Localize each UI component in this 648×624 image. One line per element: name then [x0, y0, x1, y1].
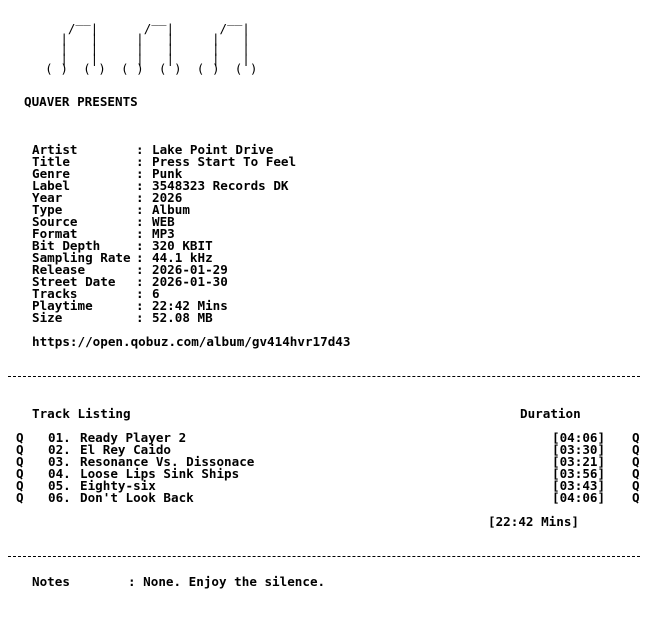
- info-separator: :: [136, 250, 144, 265]
- ascii-logo: __ __ __ / | / | / | | | | | | | | | | | | | | | | | | | ( ) ( ) ( ) ( ) ( ) ( ): [45, 11, 258, 76]
- release-info: [32, 144, 296, 324]
- track-marker-left: Q: [16, 490, 24, 505]
- track-marker-left: Q: [16, 430, 24, 445]
- track-title: Ready Player 2: [80, 430, 187, 445]
- track-number: 01.: [48, 430, 71, 445]
- track-marker-left: Q: [16, 478, 24, 493]
- total-playtime: [22:42 Mins]: [488, 514, 579, 529]
- track-marker-right: Q: [632, 454, 640, 469]
- info-label: Source: [32, 214, 78, 229]
- track-marker-right: Q: [632, 490, 640, 505]
- info-separator: :: [136, 286, 144, 301]
- track-number: 05.: [48, 478, 71, 493]
- track-title: Don't Look Back: [80, 490, 194, 505]
- track-marker-left: Q: [16, 454, 24, 469]
- info-value: Album: [152, 202, 190, 217]
- track-number: 04.: [48, 466, 71, 481]
- track-duration: [04:06]: [552, 490, 606, 505]
- track-duration: [03:56]: [552, 466, 606, 481]
- info-value: WEB: [152, 214, 175, 229]
- info-label: Genre: [32, 166, 70, 181]
- info-separator: :: [136, 226, 144, 241]
- track-marker-right: Q: [632, 430, 640, 445]
- info-value: Lake Point Drive: [152, 142, 274, 157]
- track-number: 02.: [48, 442, 71, 457]
- notes-row: [32, 576, 325, 588]
- info-label: Format: [32, 226, 78, 241]
- track-title: Loose Lips Sink Ships: [80, 466, 240, 481]
- track-number: 06.: [48, 490, 71, 505]
- track-marker-left: Q: [16, 442, 24, 457]
- info-separator: :: [136, 298, 144, 313]
- info-value: MP3: [152, 226, 175, 241]
- info-separator: :: [136, 202, 144, 217]
- info-label: Sampling Rate: [32, 250, 131, 265]
- info-label: Bit Depth: [32, 238, 101, 253]
- info-value: 2026-01-30: [152, 274, 228, 289]
- info-value: 2026-01-29: [152, 262, 228, 277]
- info-label: Tracks: [32, 286, 78, 301]
- notes-label: Notes: [32, 574, 70, 589]
- info-value: Punk: [152, 166, 183, 181]
- track-duration: [03:30]: [552, 442, 606, 457]
- divider-bottom: [8, 556, 640, 557]
- track-listing-heading: Track Listing: [32, 406, 131, 421]
- info-label: Street Date: [32, 274, 116, 289]
- info-label: Size: [32, 310, 63, 325]
- info-row: [32, 312, 296, 324]
- track-duration: [03:43]: [552, 478, 606, 493]
- presents-heading: QUAVER PRESENTS: [24, 94, 138, 109]
- info-label: Year: [32, 190, 63, 205]
- info-value: 320 KBIT: [152, 238, 213, 253]
- info-value: 2026: [152, 190, 183, 205]
- track-marker-right: Q: [632, 442, 640, 457]
- track-marker-right: Q: [632, 466, 640, 481]
- info-separator: :: [136, 274, 144, 289]
- info-separator: :: [136, 178, 144, 193]
- info-label: Label: [32, 178, 70, 193]
- info-separator: :: [136, 166, 144, 181]
- info-label: Title: [32, 154, 70, 169]
- info-separator: :: [136, 214, 144, 229]
- info-value: Press Start To Feel: [152, 154, 297, 169]
- info-separator: :: [136, 190, 144, 205]
- info-label: Release: [32, 262, 86, 277]
- info-value: 44.1 kHz: [152, 250, 213, 265]
- info-value: 6: [152, 286, 160, 301]
- info-label: Artist: [32, 142, 78, 157]
- info-separator: :: [136, 238, 144, 253]
- info-value: 3548323 Records DK: [152, 178, 289, 193]
- info-value: 52.08 MB: [152, 310, 213, 325]
- info-separator: :: [136, 142, 144, 157]
- track-title: El Rey Caido: [80, 442, 171, 457]
- track-duration: [04:06]: [552, 430, 606, 445]
- track-marker-left: Q: [16, 466, 24, 481]
- info-separator: :: [136, 154, 144, 169]
- track-number: 03.: [48, 454, 71, 469]
- info-separator: :: [136, 310, 144, 325]
- duration-heading: Duration: [520, 406, 581, 421]
- info-value: 22:42 Mins: [152, 298, 228, 313]
- track-title: Eighty-six: [80, 478, 156, 493]
- info-label: Playtime: [32, 298, 93, 313]
- info-separator: :: [136, 262, 144, 277]
- track-duration: [03:21]: [552, 454, 606, 469]
- track-title: Resonance Vs. Dissonace: [80, 454, 255, 469]
- album-url: https://open.qobuz.com/album/gv414hvr17d43: [32, 334, 351, 349]
- track-marker-right: Q: [632, 478, 640, 493]
- track-row: [0, 492, 648, 504]
- info-label: Type: [32, 202, 63, 217]
- notes-value: : None. Enjoy the silence.: [128, 574, 326, 589]
- divider-top: [8, 376, 640, 377]
